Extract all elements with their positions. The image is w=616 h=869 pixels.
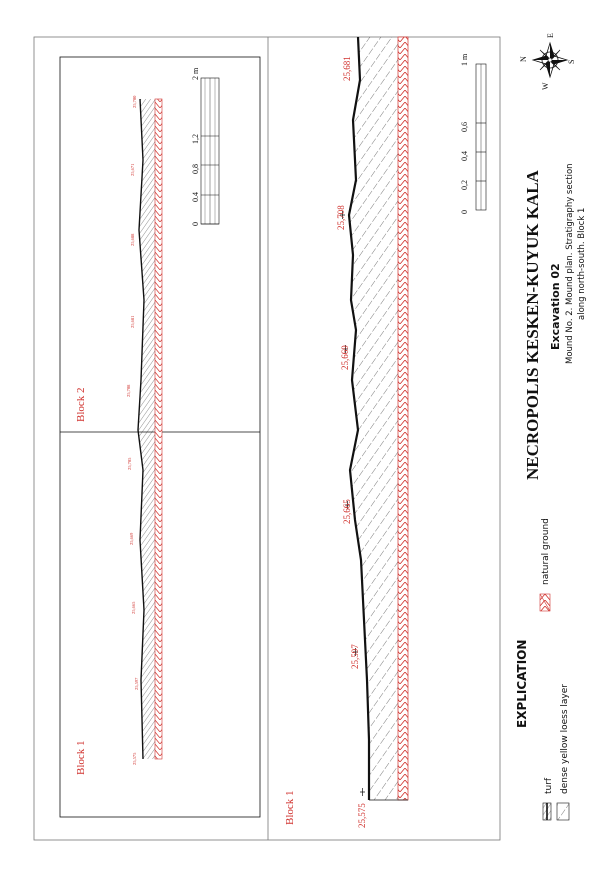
- legend-loess-label: dense yellow loess layer: [560, 684, 570, 794]
- detail-elevation: 25,708: [336, 205, 346, 230]
- detail-elevation: 25,597: [350, 644, 360, 669]
- explication-legend: [515, 518, 570, 820]
- overview-elevation: 25,575: [132, 752, 137, 765]
- overview-elevation: 25,665: [131, 601, 136, 614]
- overview-elevation: 25,688: [130, 233, 135, 246]
- compass-rose: [519, 33, 576, 90]
- overview-elevation: 25,708: [126, 384, 131, 397]
- natural-ground-swatch-icon: [540, 594, 550, 611]
- detail-block-label: Block 1: [284, 790, 296, 825]
- overview-elevation: 25,669: [129, 532, 134, 545]
- main-title: NECROPOLIS KESKEN-KUYUK KALA: [523, 170, 542, 480]
- compass-icon: [533, 43, 567, 77]
- detail-scale-bar: [460, 53, 486, 214]
- detail-scale-tick: 0,6: [460, 122, 469, 132]
- detail-elevation: 25,681: [342, 56, 352, 81]
- overview-scale-tick: 2 m: [191, 67, 200, 80]
- overview-block1-label: Block 1: [75, 740, 87, 775]
- compass-s: S: [567, 59, 576, 64]
- detail-scale-tick: 0,4: [460, 151, 469, 161]
- compass-n: N: [519, 56, 528, 62]
- compass-w: W: [541, 82, 550, 90]
- detail-scale-tick: 0: [460, 210, 469, 214]
- detail-elevation: 25,575: [357, 803, 367, 828]
- overview-scale-tick: 0.4: [191, 192, 200, 202]
- compass-e: E: [546, 33, 555, 38]
- detail-scale-tick: 0,2: [460, 180, 469, 190]
- detail-panel: [284, 37, 486, 828]
- detail-elevation: 25,665: [342, 499, 352, 524]
- outer-frame: [34, 37, 500, 840]
- overview-scale-tick: 0: [191, 222, 200, 226]
- legend-natural-ground-label: natural ground: [541, 518, 551, 585]
- overview-elevation: 25,681: [130, 315, 135, 328]
- overview-elevation: 25,597: [134, 677, 139, 690]
- overview-block2-label: Block 2: [75, 387, 87, 422]
- overview-scale-tick: 0,8: [191, 164, 200, 174]
- loess-swatch-icon: [557, 803, 569, 820]
- turf-swatch-icon: [543, 803, 551, 820]
- overview-scale-bar: [191, 67, 219, 226]
- detail-scale-tick: 1 m: [460, 53, 469, 66]
- legend-turf-label: turf: [544, 777, 554, 794]
- overview-elevation: 25,705: [127, 457, 132, 470]
- subtitle-line1: Mound No. 2. Mound plan. Stratigraphy section: [565, 163, 575, 364]
- excavation-title: Excavation 02: [549, 263, 562, 350]
- explication-heading: EXPLICATION: [515, 639, 529, 728]
- title-block: [523, 163, 587, 480]
- subtitle-line2: along north-south. Block 1: [577, 207, 587, 320]
- overview-elevation: 25,700: [132, 95, 137, 108]
- overview-elevation: 25,671: [130, 163, 135, 176]
- overview-scale-tick: 1,2: [191, 134, 200, 144]
- detail-elevation: 25,669: [340, 345, 350, 370]
- overview-panel: [60, 57, 260, 817]
